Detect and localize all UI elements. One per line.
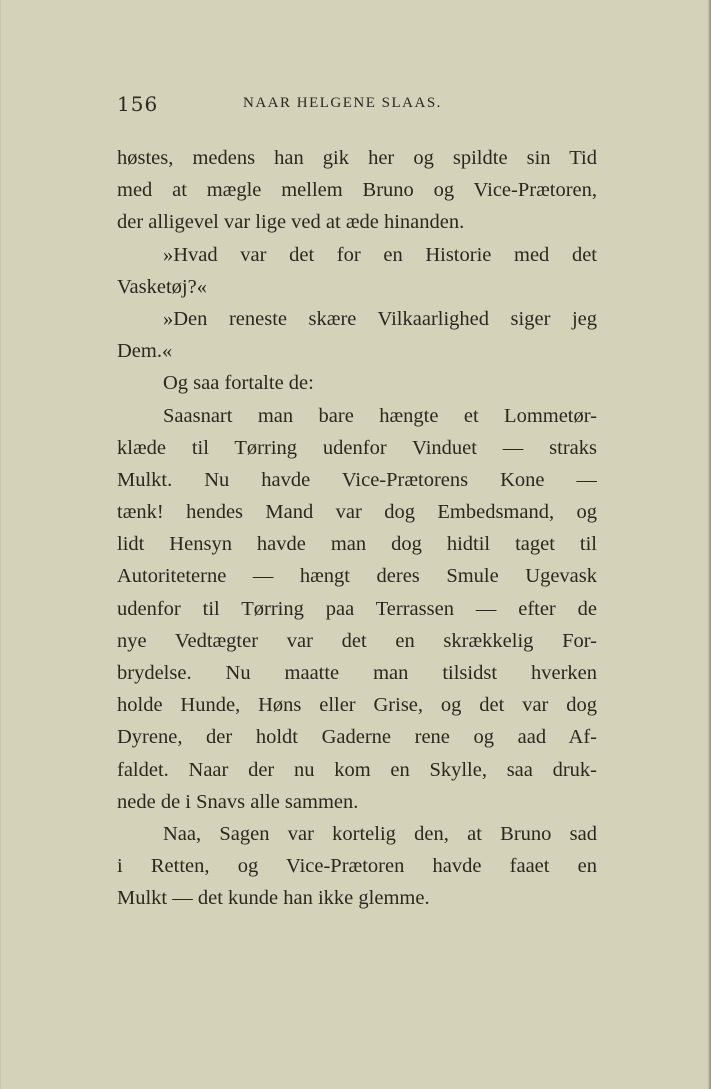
body-text [117,142,597,915]
text-line: der alligevel var lige ved at æde hinanden. [117,211,465,234]
text-line: lidt Hensyn havde man dog hidtil taget til [117,533,597,556]
text-line: udenfor til Tørring paa Terrassen — efter de [117,597,597,620]
text-line: Vasketøj?« [117,275,207,298]
text-line: klæde til Tørring udenfor Vinduet — straks [117,436,597,459]
text-line: faldet. Naar der nu kom en Skylle, saa druk- [117,758,597,781]
text-line: med at mægle mellem Bruno og Vice-Prætoren, [117,179,597,202]
text-line: Dyrene, der holdt Gaderne rene og aad Af- [117,726,597,749]
text-line: nye Vedtægter var det en skrækkelig For- [117,629,597,652]
text-line: holde Hunde, Høns eller Grise, og det var dog [117,694,597,717]
text-line: Naa, Sagen var kortelig den, at Bruno sad [163,822,597,845]
text-line: Og saa fortalte de: [163,372,314,395]
text-line: nede de i Snavs alle sammen. [117,790,359,813]
page-number: 156 [117,92,159,116]
running-title: NAAR HELGENE SLAAS. [243,95,442,111]
text-line: høstes, medens han gik her og spildte sin Tid [117,147,597,169]
text-line: Mulkt. Nu havde Vice-Prætorens Kone — [117,468,597,491]
text-line: »Hvad var det for en Historie med det [163,243,597,266]
text-line: i Retten, og Vice-Prætoren havde faaet en [117,855,597,878]
text-line: Mulkt — det kunde han ikke glemme. [117,887,430,910]
text-line: Autoriteterne — hængt deres Smule Ugevask [117,565,597,588]
text-line: tænk! hendes Mand var dog Embedsmand, og [117,501,597,524]
page-header [117,92,597,116]
text-line: Saasnart man bare hængte et Lommetør- [163,404,597,427]
text-line: Dem.« [117,340,173,363]
text-line: »Den reneste skære Vilkaarlighed siger jeg [163,307,597,330]
text-line: brydelse. Nu maatte man tilsidst hverken [117,662,597,684]
